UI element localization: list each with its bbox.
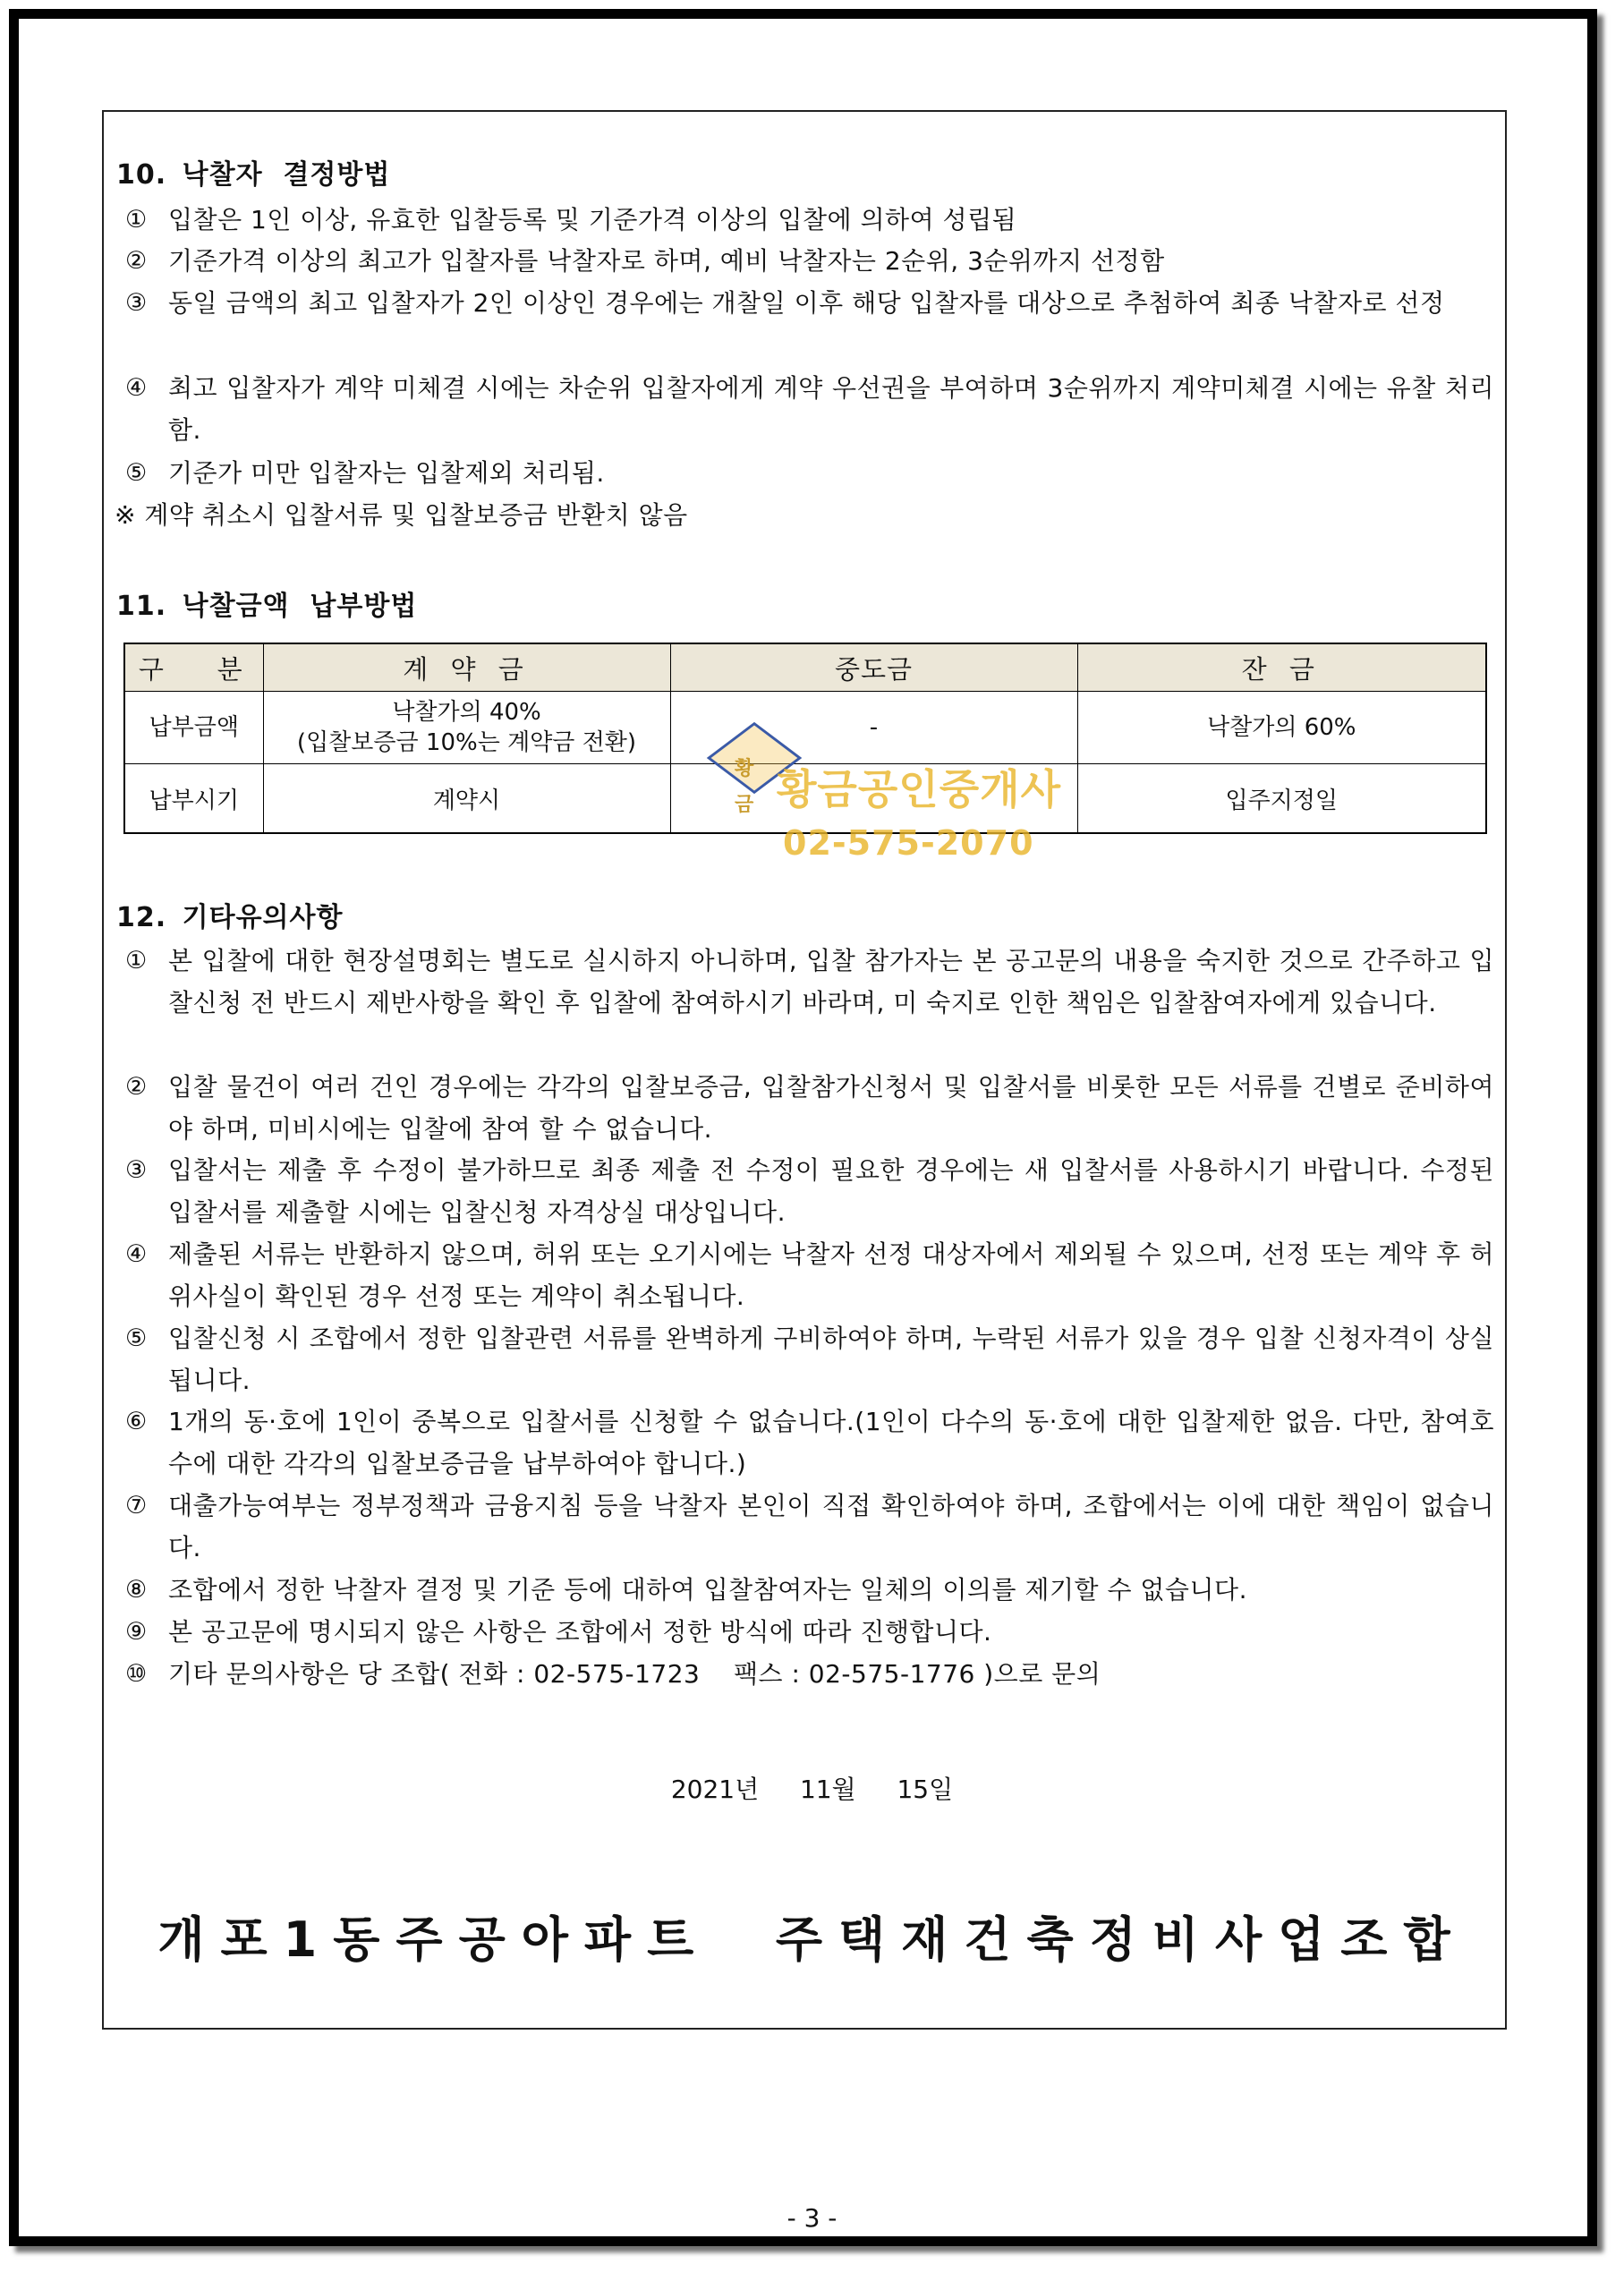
section-10-item-5 [125, 452, 1494, 494]
item-text: 입찰 물건이 여러 건인 경우에는 각각의 입찰보증금, 입찰참가신청서 및 입찰서를 비롯한 모든 서류를 건별로 준비하여야 하며, 미비시에는 입찰에 참여 할 수 없습니다. [168, 1072, 1494, 1144]
item-text: 1개의 동·호에 1인이 중복으로 입찰서를 신청할 수 없습니다.(1인이 다수의 동·호에 대한 입찰제한 없음. 다만, 참여호수에 대한 각각의 입찰보증금을 납부하여야 합니다.) [168, 1407, 1494, 1478]
item-text: 기타 문의사항은 당 조합( 전화 : 02-575-1723 팩스 : 02-575-1776 )으로 문의 [168, 1659, 1101, 1689]
section-12-item-6 [125, 1400, 1494, 1485]
section-10-item-3 [125, 282, 1494, 324]
header-balance: 잔 금 [1077, 643, 1486, 692]
watermark-logo-bottom-char: 금 [735, 794, 754, 816]
row-label-timing: 납부시기 [124, 764, 263, 834]
section-10-item-2 [125, 240, 1494, 282]
section-10-note: ※ 계약 취소시 입찰서류 및 입찰보증금 반환치 않음 [115, 500, 688, 530]
section-10-item-4 [125, 367, 1494, 451]
item-text: 기준가 미만 입찰자는 입찰제외 처리됨. [168, 458, 605, 488]
section-11-heading [116, 583, 417, 623]
item-text: 입찰서는 제출 후 수정이 불가하므로 최종 제출 전 수정이 필요한 경우에는 새 입찰서를 사용하시기 바랍니다. 수정된 입찰서를 제출할 시에는 입찰신청 자격상실 대상입니다. [168, 1155, 1494, 1227]
item-text: 제출된 서류는 반환하지 않으며, 허위 또는 오기시에는 낙찰자 선정 대상자에서 제외될 수 있으며, 선정 또는 계약 후 허위사실이 확인된 경우 선정 또는 계약이 취소됩니다. [168, 1239, 1494, 1311]
item-text: 대출가능여부는 정부정책과 금융지침 등을 낙찰자 본인이 직접 확인하여야 하며, 조합에서는 이에 대한 책임이 없습니다. [168, 1491, 1494, 1562]
issue-date: 2021년 11월 15일 [670, 1775, 954, 1804]
item-text: 최고 입찰자가 계약 미체결 시에는 차순위 입찰자에게 계약 우선권을 부여하며 3순위까지 계약미체결 시에는 유찰 처리함. [168, 373, 1494, 445]
item-marker: ⑤ [125, 459, 148, 487]
cell-deposit-amount-line1: 낙찰가의 40% [392, 699, 541, 726]
watermark-logo-top-char: 황 [735, 758, 754, 780]
item-text: 기준가격 이상의 최고가 입찰자를 낙찰자로 하며, 예비 낙찰자는 2순위, 3순위까지 선정함 [168, 246, 1165, 276]
item-marker: ③ [125, 1156, 148, 1184]
table-header-row [124, 643, 1486, 692]
cell-deposit-amount [263, 692, 670, 764]
section-12-item-5 [125, 1317, 1494, 1401]
section-12-item-2 [125, 1066, 1494, 1150]
section-12-item-7 [125, 1485, 1494, 1569]
section-12-item-3 [125, 1149, 1494, 1233]
cell-balance-amount: 낙찰가의 60% [1077, 692, 1486, 764]
item-marker: ⑧ [125, 1576, 148, 1604]
cell-deposit-timing: 계약시 [263, 764, 670, 834]
cell-deposit-amount-line2: (입찰보증금 10%는 계약금 전환) [296, 729, 637, 756]
item-text: 동일 금액의 최고 입찰자가 2인 이상인 경우에는 개찰일 이후 해당 입찰자를 대상으로 추첨하여 최종 낙찰자로 선정 [168, 288, 1445, 318]
section-12-item-1 [125, 940, 1494, 1024]
item-marker: ④ [125, 1240, 148, 1268]
header-category: 구 분 [124, 643, 263, 692]
watermark-phone: 02-575-2070 [783, 823, 1034, 863]
section-10-heading [116, 152, 390, 192]
section-12-title: 기타유의사항 [182, 902, 344, 933]
item-marker: ③ [125, 289, 148, 317]
section-11-title: 낙찰금액 납부방법 [182, 591, 418, 622]
item-marker: ⑤ [125, 1324, 148, 1352]
section-12-item-10 [125, 1653, 1494, 1695]
item-marker: ④ [125, 374, 148, 402]
section-10-item-1 [125, 199, 1494, 241]
section-11-number: 11. [116, 591, 167, 622]
cell-interim-amount: - [670, 692, 1077, 764]
item-marker: ② [125, 1073, 148, 1101]
item-marker: ① [125, 206, 148, 234]
header-interim: 중도금 [670, 643, 1077, 692]
item-marker: ⑩ [125, 1660, 148, 1688]
item-text: 조합에서 정한 낙찰자 결정 및 기준 등에 대하여 입찰참여자는 일체의 이의를 제기할 수 없습니다. [168, 1575, 1247, 1605]
row-label-amount: 납부금액 [124, 692, 263, 764]
section-10-number: 10. [116, 159, 167, 191]
item-marker: ⑥ [125, 1408, 148, 1435]
item-text: 입찰신청 시 조합에서 정한 입찰관련 서류를 완벽하게 구비하여야 하며, 누락된 서류가 있을 경우 입찰 신청자격이 상실 됩니다. [168, 1324, 1494, 1395]
section-12-item-4 [125, 1233, 1494, 1317]
page-number: - 3 - [786, 2203, 838, 2233]
watermark-name: 황금공인중개사 [777, 765, 1062, 813]
header-deposit: 계 약 금 [263, 643, 670, 692]
section-10-title: 낙찰자 결정방법 [182, 159, 391, 191]
organization-name: 개포1동주공아파트 주택재건축정비사업조합 [157, 1911, 1467, 1968]
realtor-watermark [716, 723, 1062, 875]
item-text: 입찰은 1인 이상, 유효한 입찰등록 및 기준가격 이상의 입찰에 의하여 성립됨 [168, 205, 1017, 234]
section-12-item-8 [125, 1569, 1494, 1611]
section-12-number: 12. [116, 902, 167, 933]
item-marker: ① [125, 947, 148, 975]
item-marker: ② [125, 247, 148, 275]
item-marker: ⑦ [125, 1492, 148, 1520]
cell-balance-timing: 입주지정일 [1077, 764, 1486, 834]
item-text: 본 공고문에 명시되지 않은 사항은 조합에서 정한 방식에 따라 진행합니다. [168, 1617, 992, 1647]
section-12-item-9 [125, 1611, 1494, 1653]
item-text: 본 입찰에 대한 현장설명회는 별도로 실시하지 아니하며, 입찰 참가자는 본 공고문의 내용을 숙지한 것으로 간주하고 입찰신청 전 반드시 제반사항을 확인 후 입찰에 참여하시기 바라며, 미 숙지로 인한 책임은 입찰참여자에게 있습니다. [168, 946, 1494, 1017]
item-marker: ⑨ [125, 1618, 148, 1646]
section-12-heading [116, 895, 344, 934]
